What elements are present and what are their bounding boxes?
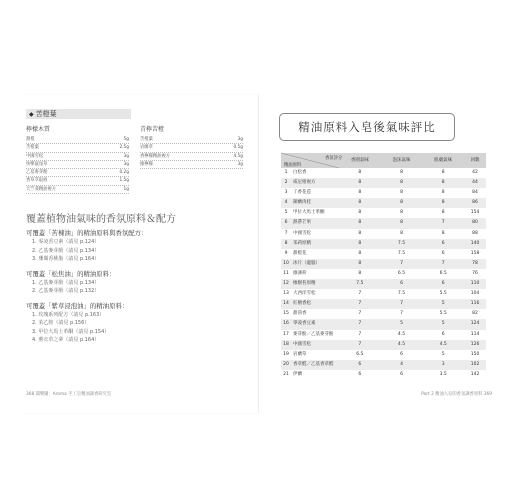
ingredient-amount: 3g bbox=[123, 153, 129, 159]
ingredient-name: 甜橙 bbox=[26, 137, 35, 142]
row-number: 9 bbox=[284, 250, 288, 256]
ingredient-amount: 4.5g bbox=[233, 153, 243, 159]
score-cell: 4.5 bbox=[397, 331, 406, 337]
row-number: 16 bbox=[283, 321, 289, 327]
ingredient-name: 香檸檬精油複方 bbox=[140, 153, 171, 159]
score-cell: 6.5 bbox=[439, 270, 447, 276]
table-row bbox=[281, 229, 486, 239]
oil-name: 銅蘭肉桂 bbox=[293, 200, 311, 206]
oil-name: 甜橙花 bbox=[293, 250, 307, 256]
column-header: 回數 bbox=[470, 158, 480, 163]
oil-recipe-block bbox=[140, 124, 243, 169]
ingredient-row bbox=[26, 169, 129, 177]
score-cell: 142 bbox=[470, 371, 480, 377]
score-cell: 8 bbox=[358, 230, 362, 236]
score-cell: 6 bbox=[441, 281, 445, 287]
score-cell: 7 bbox=[400, 311, 403, 317]
score-cell: 140 bbox=[470, 240, 480, 246]
score-cell: 84 bbox=[472, 190, 478, 196]
ingredient-name: 乙基麥芽酚 bbox=[26, 170, 48, 176]
scent-table bbox=[281, 153, 486, 380]
ingredient-amount: 3g bbox=[237, 161, 243, 167]
score-cell: 82 bbox=[472, 311, 478, 317]
score-cell: 126 bbox=[470, 341, 480, 347]
row-number: 19 bbox=[283, 351, 289, 357]
recipe-item: 2. 乙基麥芽酚（請見 p.132） bbox=[32, 288, 100, 294]
table-body bbox=[281, 168, 486, 380]
score-cell: 6 bbox=[358, 361, 362, 367]
score-cell: 8 bbox=[441, 200, 445, 206]
score-cell: 7 bbox=[400, 260, 403, 266]
table-row bbox=[281, 168, 486, 178]
oil-name: 中國雪松 bbox=[293, 230, 311, 236]
ingredient-amount: 3g bbox=[237, 137, 243, 142]
table-row bbox=[281, 208, 486, 218]
score-cell: 76 bbox=[472, 270, 478, 276]
score-cell: 8 bbox=[400, 230, 403, 236]
score-cell: 150 bbox=[470, 351, 480, 357]
diamond-icon: ◆ bbox=[29, 111, 34, 118]
section-tag: ◆ 苦橙葉 bbox=[26, 109, 131, 119]
row-number: 4 bbox=[284, 200, 288, 206]
score-cell: 7.5 bbox=[397, 291, 406, 297]
score-cell: 8 bbox=[441, 190, 445, 196]
score-cell: 4.5 bbox=[439, 341, 447, 347]
ingredient-row bbox=[26, 144, 129, 152]
table-row bbox=[281, 340, 486, 350]
score-cell: 154 bbox=[470, 210, 480, 216]
oil-name: 麥芽酚／乙基麥芽酚 bbox=[293, 331, 334, 337]
table-row bbox=[281, 259, 486, 269]
oil-name: 橡樹苔原精 bbox=[293, 281, 316, 287]
score-cell: 8 bbox=[358, 180, 362, 186]
oil-name: 香草醛／乙基香草醛 bbox=[293, 361, 334, 367]
score-cell: 102 bbox=[470, 361, 480, 367]
score-cell: 78 bbox=[472, 260, 478, 266]
score-cell: 42 bbox=[472, 170, 478, 175]
score-cell: 7 bbox=[358, 291, 362, 297]
table-row bbox=[281, 299, 486, 309]
table-row bbox=[281, 269, 486, 279]
ingredient-name: 苦橙葉 bbox=[140, 137, 153, 142]
table-row bbox=[281, 218, 486, 228]
score-cell: 7.5 bbox=[397, 250, 406, 256]
score-cell: 8 bbox=[358, 250, 362, 256]
score-cell: 3 bbox=[441, 361, 445, 367]
oil-name: 中國雪松 bbox=[293, 341, 311, 347]
book-spread bbox=[18, 95, 502, 413]
score-cell: 8 bbox=[358, 200, 362, 206]
table-row bbox=[281, 249, 486, 259]
score-cell: 4 bbox=[400, 361, 403, 367]
oil-recipe-block bbox=[26, 124, 129, 194]
oil-name: 茉莉原精 bbox=[293, 240, 311, 246]
table-row bbox=[281, 279, 486, 289]
column-header: 泡沫氣味 bbox=[392, 158, 411, 163]
score-cell: 86 bbox=[472, 200, 478, 206]
score-cell: 8 bbox=[441, 230, 445, 236]
group-heading: 可覆蓋「松焦油」的精油原料： bbox=[26, 269, 116, 278]
recipe-title: 檸檬木質 bbox=[26, 126, 51, 133]
score-cell: 6 bbox=[400, 371, 403, 377]
oil-name: 白松香 bbox=[293, 170, 307, 175]
score-cell: 124 bbox=[470, 321, 480, 327]
score-cell: 8 bbox=[358, 170, 362, 175]
table-row bbox=[281, 330, 486, 340]
ingredient-name: 苦橙葉 bbox=[26, 145, 39, 151]
ingredient-row bbox=[26, 161, 129, 169]
recipe-item: 1. 玫瑰系列配方（請見 p.163） bbox=[32, 311, 105, 318]
score-cell: 158 bbox=[470, 250, 480, 256]
row-number: 21 bbox=[283, 371, 289, 377]
row-number: 17 bbox=[283, 331, 289, 337]
left-page bbox=[18, 95, 259, 413]
score-cell: 5 bbox=[441, 321, 445, 327]
score-cell: 5.5 bbox=[439, 311, 447, 317]
score-cell: 8 bbox=[400, 180, 403, 186]
score-cell: 44 bbox=[472, 180, 478, 186]
header-top-label: 香氛評分 bbox=[325, 156, 343, 161]
row-number: 10 bbox=[283, 260, 289, 266]
score-cell: 5 bbox=[441, 301, 445, 307]
column-header: 香園氣味 bbox=[350, 158, 369, 163]
score-cell: 6 bbox=[358, 371, 362, 377]
table-row bbox=[281, 350, 486, 360]
score-cell: 114 bbox=[470, 331, 480, 337]
right-page bbox=[259, 95, 502, 413]
oil-name: 綠薄荷 bbox=[293, 270, 307, 276]
oil-name: 冰片（龍腦） bbox=[293, 260, 320, 266]
group-heading: 可覆蓋「苦楝油」的精油原料與香氛配方： bbox=[26, 229, 148, 237]
score-cell: 6 bbox=[441, 331, 445, 337]
score-cell: 8 bbox=[400, 190, 403, 196]
ingredient-row bbox=[140, 144, 243, 152]
table-row bbox=[281, 309, 486, 319]
row-number: 18 bbox=[283, 341, 289, 347]
row-number: 12 bbox=[283, 281, 289, 287]
score-cell: 8 bbox=[358, 210, 362, 216]
table-row bbox=[281, 289, 486, 299]
score-cell: 8 bbox=[358, 240, 362, 246]
recipe-item: 3. 珊瑚香桃脂（請見 p.164） bbox=[32, 256, 100, 262]
ingredient-name: 綠檸檬 bbox=[140, 161, 153, 167]
ingredient-row bbox=[140, 136, 243, 144]
oil-name: 甲位大馬士革酮 bbox=[293, 210, 325, 216]
row-number: 15 bbox=[283, 311, 289, 317]
column-header: 肌膚氣味 bbox=[434, 158, 453, 163]
row-number: 14 bbox=[283, 301, 289, 307]
recipe-item: 1. 乙基麥芽酚（請見 p.134） bbox=[32, 279, 100, 286]
score-cell: 8 bbox=[400, 200, 403, 206]
left-footer: 368 聞樂團：Aroma 手工皂精油調香研究室 bbox=[26, 392, 112, 397]
ingredient-name: 天竺葵精油複方 bbox=[26, 186, 57, 192]
score-cell: 8 bbox=[441, 210, 445, 216]
ingredient-amount: 1g bbox=[123, 186, 129, 192]
score-cell: 6.5 bbox=[356, 351, 364, 357]
score-cell: 104 bbox=[470, 291, 480, 297]
score-cell: 7 bbox=[441, 260, 445, 266]
right-footer: Part 2 精油入皂的香氛調香原料 369 bbox=[421, 392, 492, 397]
recipe-item: 1. 零凌香豆素（請見 p.124） bbox=[32, 239, 100, 245]
group-heading: 可覆蓋「紫草浸泡油」的精油原料： bbox=[26, 301, 129, 310]
score-cell: 8 bbox=[400, 170, 403, 175]
ingredient-row bbox=[140, 153, 243, 161]
ingredient-amount: 1.5g bbox=[119, 178, 129, 184]
row-number: 7 bbox=[284, 230, 288, 236]
oil-name: 威尼柑複方 bbox=[293, 180, 316, 186]
recipe-item: 3. 甲位大馬士革酮（請見 p.154） bbox=[32, 328, 110, 335]
score-cell: 110 bbox=[470, 281, 480, 287]
recipe-title: 青檸苦橙 bbox=[140, 126, 165, 133]
ingredient-amount: 5g bbox=[123, 137, 129, 142]
score-cell: 80 bbox=[472, 220, 478, 226]
score-cell: 8 bbox=[358, 220, 362, 226]
score-cell: 116 bbox=[470, 301, 480, 307]
score-cell: 7 bbox=[358, 331, 362, 337]
score-cell: 7 bbox=[400, 301, 403, 307]
score-cell: 4.5 bbox=[397, 341, 406, 347]
oil-name: 大西洋雪松 bbox=[293, 291, 316, 297]
table-row bbox=[281, 239, 486, 249]
oil-name: 岩蘭草 bbox=[293, 351, 307, 357]
score-cell: 6 bbox=[441, 250, 445, 256]
score-cell: 7.5 bbox=[356, 281, 364, 287]
oil-name: 熱帶芒果 bbox=[293, 220, 311, 226]
ingredient-row bbox=[26, 186, 129, 194]
score-cell: 8 bbox=[441, 180, 445, 186]
table-row bbox=[281, 178, 486, 188]
score-cell: 5 bbox=[441, 351, 445, 357]
score-cell: 3.5 bbox=[439, 371, 447, 377]
ingredient-amount: 0.5g bbox=[233, 145, 243, 151]
row-number: 6 bbox=[284, 220, 288, 226]
ingredient-row bbox=[26, 177, 129, 185]
header-bottom-label: 精油原料 bbox=[284, 163, 302, 168]
ingredient-row bbox=[140, 161, 243, 169]
recipe-item: 4. 薰衣草之夢（請見 p.164） bbox=[32, 337, 100, 343]
ingredient-name: 香草萃取液 bbox=[26, 178, 48, 184]
row-number: 20 bbox=[283, 361, 289, 367]
score-cell: 6 bbox=[441, 240, 445, 246]
page-title: 精油原料入皂後氣味評比 bbox=[279, 113, 455, 141]
table-row bbox=[281, 198, 486, 208]
score-cell: 8 bbox=[358, 260, 362, 266]
row-number: 2 bbox=[284, 180, 288, 186]
score-cell: 5.5 bbox=[439, 291, 447, 297]
table-header bbox=[281, 153, 486, 168]
main-heading: 覆蓋植物油氣味的香氛原料＆配方 bbox=[26, 214, 176, 225]
score-cell: 8 bbox=[400, 220, 403, 226]
row-number: 8 bbox=[284, 240, 288, 246]
table-row bbox=[281, 370, 486, 380]
score-cell: 88 bbox=[472, 230, 478, 236]
ingredient-name: 快樂鼠尾草 bbox=[26, 161, 48, 167]
score-cell: 7.5 bbox=[397, 240, 406, 246]
oil-name: 零凌香豆素 bbox=[293, 321, 316, 327]
ingredient-name: 岩蘭草 bbox=[140, 145, 153, 151]
table-row bbox=[281, 319, 486, 329]
ingredient-row bbox=[26, 136, 129, 144]
table-row bbox=[281, 360, 486, 370]
score-cell: 7 bbox=[358, 301, 362, 307]
score-cell: 8 bbox=[358, 190, 362, 196]
score-cell: 7 bbox=[441, 220, 445, 226]
oil-name: 丁香花苞 bbox=[293, 190, 311, 196]
row-number: 11 bbox=[283, 270, 289, 276]
score-cell: 8 bbox=[400, 210, 403, 216]
ingredient-amount: 0.2g bbox=[119, 170, 129, 176]
score-cell: 6 bbox=[400, 351, 403, 357]
score-cell: 7 bbox=[358, 321, 362, 327]
score-cell: 6 bbox=[400, 281, 403, 287]
ingredient-amount: 2.5g bbox=[119, 145, 129, 151]
score-cell: 5 bbox=[400, 321, 403, 327]
score-cell: 6.5 bbox=[397, 270, 406, 276]
recipe-item: 2. 乙基麥芽酚（請見 p.134） bbox=[32, 247, 100, 254]
oil-name: 紅檀香松 bbox=[293, 301, 311, 307]
table-row bbox=[281, 188, 486, 198]
score-cell: 8 bbox=[441, 170, 445, 175]
ingredient-name: 中國雪松 bbox=[26, 153, 44, 159]
score-cell: 7 bbox=[358, 311, 362, 317]
score-cell: 7 bbox=[358, 341, 362, 347]
row-number: 13 bbox=[283, 291, 289, 297]
recipe-item: 2. 茉乙胺（請見 p.156） bbox=[32, 320, 90, 326]
ingredient-amount: 3g bbox=[123, 161, 129, 167]
row-number: 5 bbox=[284, 210, 288, 216]
score-cell: 8 bbox=[358, 270, 362, 276]
row-number: 3 bbox=[284, 190, 288, 196]
ingredient-row bbox=[26, 153, 129, 161]
oil-name: 甜茴香 bbox=[293, 311, 307, 317]
oil-name: 伊蘭 bbox=[293, 371, 302, 377]
row-number: 1 bbox=[284, 170, 288, 175]
